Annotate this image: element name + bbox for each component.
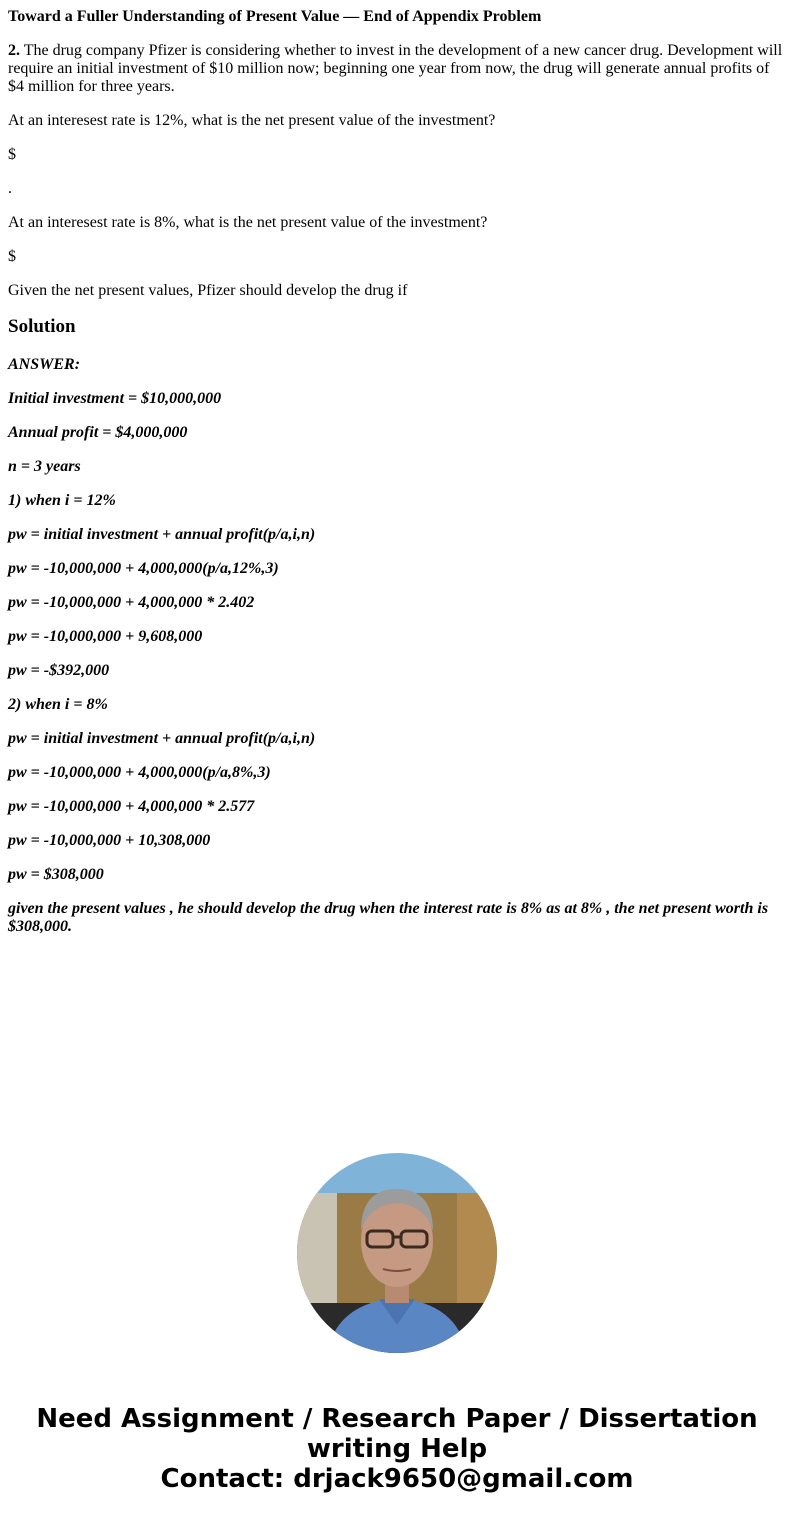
solution-line: n = 3 years [8,458,81,475]
solution-line: pw = -10,000,000 + 10,308,000 [8,832,211,849]
solution-line: ANSWER: [8,356,81,373]
solution-line: pw = $308,000 [8,866,104,883]
solution-line: pw = initial investment + annual profit(p/a,i,n) [8,526,316,543]
solution-line: pw = -$392,000 [8,662,110,679]
author-avatar [297,1153,497,1353]
solution-heading: Solution [8,316,76,337]
solution-conclusion: given the present values , he should develop the drug when the interest rate is 8% as at 8% , the net present worth is $308,000. [8,900,769,935]
question-number: 2. [8,42,20,59]
answer-blank-2: $ [8,248,16,265]
answer-blank-1: $ [8,146,16,163]
question-part-3: Given the net present values, Pfizer should develop the drug if [8,282,408,299]
avatar-left-panel [297,1193,337,1313]
solution-line: 2) when i = 8% [8,696,108,713]
question-text: The drug company Pfizer is considering whether to invest in the development of a new cancer drug. Development will require an initial investment of $10 million now; beginning one year from now, the drug will generate annual profits of $4 million for three years. [8,42,783,95]
solution-line: pw = initial investment + annual profit(p/a,i,n) [8,730,316,747]
question-part-1: At an interesest rate is 12%, what is the net present value of the investment? [8,112,496,129]
footer-contact-email: Contact: drjack9650@gmail.com [160,1464,634,1494]
avatar-right-panel [457,1193,497,1313]
question-title: Toward a Fuller Understanding of Present Value — End of Appendix Problem [8,8,542,25]
question-text-paragraph [8,42,786,96]
solution-line: Annual profit = $4,000,000 [8,424,188,441]
avatar-portrait [297,1153,497,1353]
solution-line: pw = -10,000,000 + 9,608,000 [8,628,203,645]
solution-line: pw = -10,000,000 + 4,000,000(p/a,12%,3) [8,560,279,577]
footer-line-2: writing Help [306,1434,488,1464]
solution-line: pw = -10,000,000 + 4,000,000 * 2.402 [8,594,255,611]
footer-line-1: Need Assignment / Research Paper / Dissertation [36,1404,758,1434]
footer-contact [0,1404,794,1494]
answer-dot: . [8,180,12,197]
solution-line: pw = -10,000,000 + 4,000,000 * 2.577 [8,798,255,815]
solution-line: pw = -10,000,000 + 4,000,000(p/a,8%,3) [8,764,271,781]
solution-line: 1) when i = 12% [8,492,116,509]
question-part-2: At an interesest rate is 8%, what is the net present value of the investment? [8,214,488,231]
solution-line: Initial investment = $10,000,000 [8,390,222,407]
